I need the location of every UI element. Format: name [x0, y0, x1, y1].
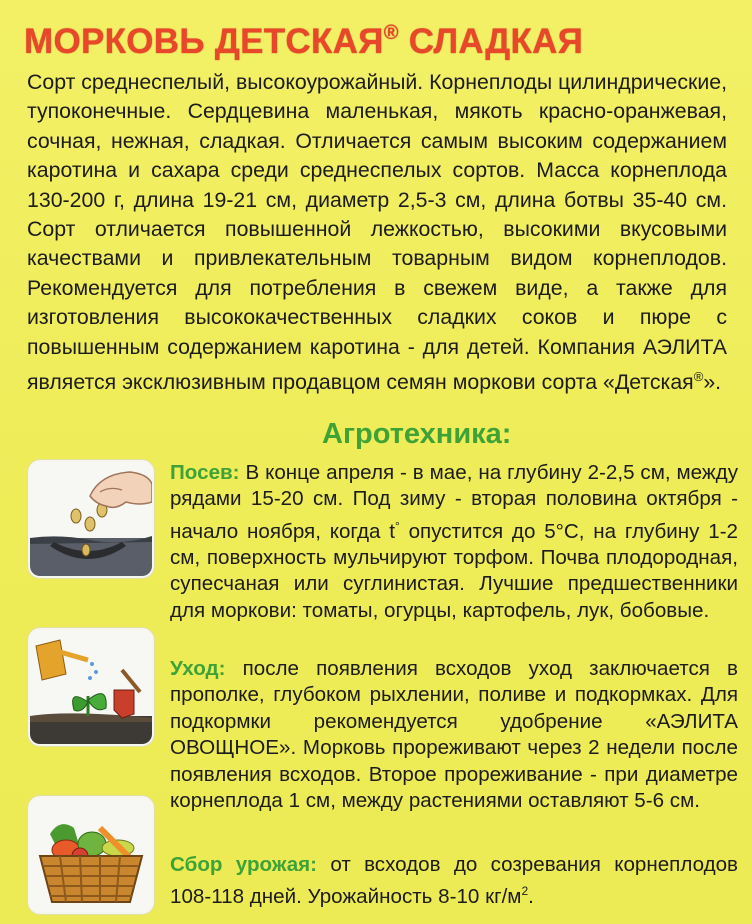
- sowing-text-b: опустится до 5°С, на глубину 1-2 см, поверхность мульчируют торфом. Почва плодородная, супесчаная или суглинистая. Лучшие предшественники для моркови: томаты, огурцы, картофель, лук, бобовые.: [170, 519, 739, 622]
- sowing-text-a: В конце апреля - в мае, на глубину 2-2,5 см, между рядами 15-20 см. Под зиму - вторая половина октября - начало ноября, когда t: [170, 461, 738, 543]
- harvest-unit-power: 2: [521, 884, 529, 899]
- title-main: МОРКОВЬ ДЕТСКАЯ: [24, 22, 384, 61]
- care-label: Уход:: [170, 657, 226, 680]
- harvest-end: .: [528, 885, 534, 909]
- title-end: СЛАДКАЯ: [408, 22, 584, 61]
- sowing-label: Посев:: [170, 461, 240, 484]
- harvest-section: [170, 852, 738, 911]
- care-text: после появления всходов уход заключается в прополке, глубоком рыхлении, поливе и подкормках. Для подкормки рекомендуется удобрение «АЭЛИТА ОВОЩНОЕ». Морковь прореживают через 2 недели после появления всходов. Второе прореживание - при диаметре корнеплода 1 см, между растениями оставляют 5-6 см.: [170, 657, 738, 813]
- vegetable-basket-icon: [28, 796, 154, 914]
- sowing-section: [170, 460, 738, 624]
- harvest-label: Сбор урожая:: [170, 853, 318, 876]
- watering-can-seedling-icon: [28, 628, 154, 746]
- care-section: [170, 656, 738, 814]
- sowing-hand-seeds-icon: [28, 460, 154, 578]
- harvest-text: от всходов до созревания корнеплодов 108-118 дней. Урожайность 8-10 кг/м: [170, 853, 738, 909]
- page-title: [24, 22, 583, 62]
- registered-mark: ®: [383, 22, 399, 44]
- description-registered-mark: ®: [693, 369, 704, 385]
- agrotechnics-heading: Агротехника:: [322, 418, 512, 450]
- description-ending: ».: [703, 370, 722, 395]
- description-text: Сорт среднеспелый, высокоурожайный. Корнеплоды цилиндрические, тупоконечные. Сердцевина маленькая, мякоть красно-оранжевая, сочная, нежная, сладкая. Отличается самым высоким содержанием каротина и сахара среди среднеспелых сортов. Масса корнеплода 130-200 г, длина 19-21 см, диаметр 2,5-3 см, длина ботвы 35-40 см. Сорт отличается повышенной лежкостью, высокими вкусовыми качествами и привлекательным товарным видом корнеплодов. Рекомендуется для потребления в свежем виде, а также для изготовления высококачественных сладких соков и пюре с повышенным содержанием каротина - для детей. Компания АЭЛИТА является эксклюзивным продавцом семян моркови сорта «Детская: [27, 70, 727, 395]
- variety-description: [27, 68, 727, 398]
- sowing-degree: °: [394, 518, 400, 533]
